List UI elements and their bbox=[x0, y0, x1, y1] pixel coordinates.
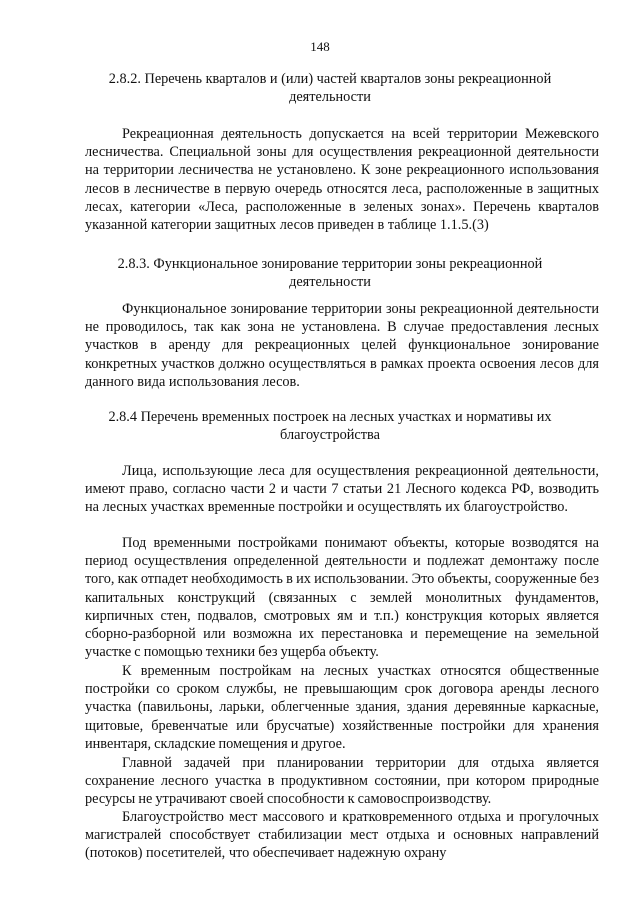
section-heading-2-8-4: 2.8.4 Перечень временных построек на лесных участках и нормативы их благоустройства bbox=[108, 409, 552, 443]
paragraph-main-task: Главной задачей при планировании территории для отдыха является сохранение лесного участка в продуктивном состоянии, при котором природные ресурсы не утрачивают своей способности к самовоспроизводству. bbox=[85, 755, 599, 808]
paragraph-temporary-buildings-list: К временным постройкам на лесных участках относятся общественные постройки со сроком службы, не превышающим срок договора аренды лесного участка (павильоны, ларьки, облегченные здания, здания деревянные каркасные, щитовые, бревенчатые или брусчатые) хозяйственные постройки для хранения инвентаря, складские помещения и другое. bbox=[85, 663, 599, 752]
paragraph-landscaping: Благоустройство мест массового и кратковременного отдыха и прогулочных магистралей способствует стабилизации мест отдыха и основных направлений (потоков) посетителей, что обеспечивает надежную охрану bbox=[85, 809, 599, 862]
section-heading-2-8-3: 2.8.3. Функциональное зонирование территории зоны рекреационной деятельности bbox=[117, 256, 543, 290]
paragraph-functional-zoning: Функциональное зонирование территории зоны рекреационной деятельности не проводилось, так как зона не установлена. В случае предоставления лесных участков в аренду для рекреационных целей функциональное зонирование конкретных участков должно осуществляться в рамках проекта освоения лесов для данного вида использования лесов. bbox=[85, 301, 599, 390]
paragraph-recreation-activity: Рекреационная деятельность допускается на всей территории Межевского лесничества. Специальной зоны для осуществления рекреационной деятельности на территории лесничества не установлено. К зоне рекреационного использования лесов в лесничестве в первую очередь относятся леса, расположенные в защитных лесах, категории «Леса, расположенные в зеленых зонах». Перечень кварталов указанной категории защитных лесов приведен в таблице 1.1.5.(3) bbox=[85, 126, 599, 234]
page-number: 148 bbox=[310, 39, 330, 54]
paragraph-temporary-buildings-definition: Под временными постройками понимают объекты, которые возводятся на период осуществления определенной деятельности и подлежат демонтажу после того, как отпадет необходимость в их использовании. Это объекты, сооруженные без капитальных конструкций (связанных с землей монолитных фундаментов, кирпичных стен, подвалов, смотровых ям и т.п.) конструкция которых является сборно-разборной или возможна их перестановка и перемещение на земельной участке с помощью техники без ущерба объекту. bbox=[85, 535, 599, 661]
section-heading-2-8-2: 2.8.2. Перечень кварталов и (или) частей кварталов зоны рекреационной деятельности bbox=[108, 71, 552, 105]
paragraph-persons-using-forests: Лица, использующие леса для осуществления рекреационной деятельности, имеют право, согласно части 2 и части 7 статьи 21 Лесного кодекса РФ, возводить на лесных участках временные постройки и осуществлять их благоустройство. bbox=[85, 463, 599, 516]
